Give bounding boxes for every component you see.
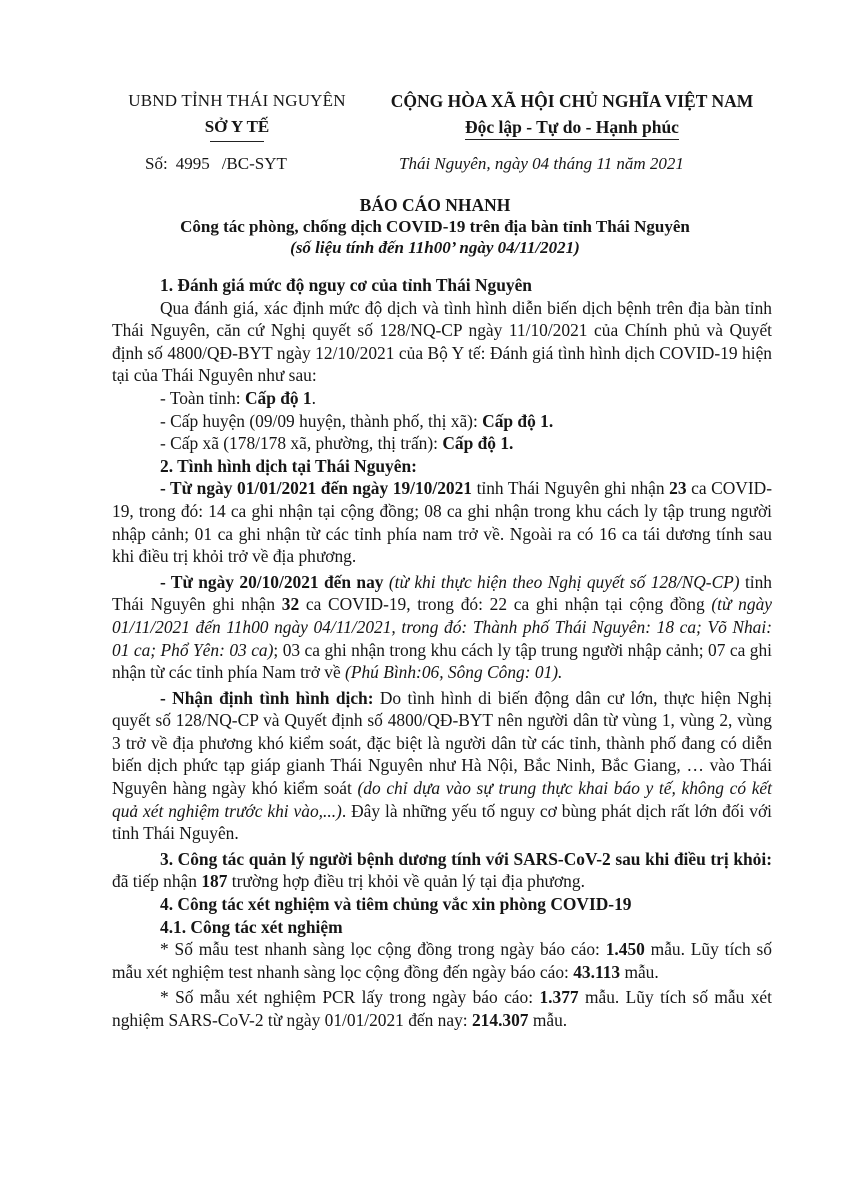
report-title: [112, 195, 758, 258]
section-1-bullet-district: - Cấp huyện (09/09 huyện, thành phố, thị xã): Cấp độ 1.: [160, 410, 554, 431]
doc-no-suffix: /BC-SYT: [221, 154, 287, 173]
section-2-paragraph-2: - Từ ngày 20/10/2021 đến nay (từ khi thực hiện theo Nghị quyết số 128/NQ-CP) tỉnh Thái Nguyên ghi nhận 32 ca COVID-19, trong đó: 22 ca ghi nhận tại cộng đồng (từ ngày 01/11/2021 đến 11h00 ngày 04/11/2021, trong đó: Thành phố Thái Nguyên: 18 ca; Võ Nhai: 01 ca; Phổ Yên: 03 ca); 03 ca ghi nhận trong khu cách ly tập trung người nhập cảnh; 07 ca ghi nhận từ các tỉnh phía Nam trở về (Phú Bình:06, Sông Công: 01).: [112, 571, 773, 683]
section-4-1-rapid-test: * Số mẫu test nhanh sàng lọc cộng đồng trong ngày báo cáo: 1.450 mẫu. Lũy tích số mẫu xét nghiệm test nhanh sàng lọc cộng đồng đến ngày báo cáo: 43.113 mẫu.: [112, 939, 772, 982]
title-line-1: BÁO CÁO NHANH: [359, 195, 511, 215]
title-line-2: Công tác phòng, chống dịch COVID-19 trên địa bàn tỉnh Thái Nguyên: [180, 217, 690, 236]
place-date: Thái Nguyên, ngày 04 tháng 11 năm 2021: [399, 154, 684, 173]
section-4-1-pcr-test: * Số mẫu xét nghiệm PCR lấy trong ngày báo cáo: 1.377 mẫu. Lũy tích số mẫu xét nghiệm SARS-CoV-2 từ ngày 01/01/2021 đến nay: 214.307 mẫu.: [112, 987, 772, 1030]
section-4-heading: 4. Công tác xét nghiệm và tiêm chủng vắc xin phòng COVID-19: [160, 894, 632, 915]
section-2-heading: 2. Tình hình dịch tại Thái Nguyên:: [160, 455, 417, 476]
nation-name: CỘNG HÒA XÃ HỘI CHỦ NGHĨA VIỆT NAM: [390, 91, 754, 111]
issuer-org: UBND TỈNH THÁI NGUYÊN: [128, 91, 346, 110]
issuer-block: [112, 88, 362, 142]
title-line-3: (số liệu tính đến 11h00’ ngày 04/11/2021): [290, 238, 580, 257]
doc-no-value: 4995: [175, 154, 210, 173]
section-1-paragraph: Qua đánh giá, xác định mức độ dịch và tình hình diễn biến dịch bệnh trên địa bàn tỉnh Thái Nguyên, căn cứ Nghị quyết số 128/NQ-CP ngày 11/10/2021 của Chính phủ và Quyết định số 4800/QĐ-BYT ngày 12/10/2021 của Bộ Y tế: Đánh giá tình hình dịch COVID-19 hiện tại của Thái Nguyên như sau:: [112, 297, 772, 386]
section-2-paragraph-1: - Từ ngày 01/01/2021 đến ngày 19/10/2021 tỉnh Thái Nguyên ghi nhận 23 ca COVID-19, trong đó: 14 ca ghi nhận tại cộng đồng; 08 ca ghi nhận trong khu cách ly tập trung người nhập cảnh; 01 ca ghi nhận từ các tỉnh phía nam trở về. Ngoài ra có 16 ca tái dương tính sau khi điều trị khỏi trở về địa phương.: [112, 478, 772, 567]
section-4-1-heading: 4.1. Công tác xét nghiệm: [160, 916, 343, 937]
national-motto: Độc lập - Tự do - Hạnh phúc: [465, 116, 679, 140]
section-1-bullet-commune: - Cấp xã (178/178 xã, phường, thị trấn): Cấp độ 1.: [160, 433, 514, 454]
report-body: [112, 274, 772, 1032]
section-2-paragraph-3: - Nhận định tình hình dịch: Do tình hình di biến động dân cư lớn, thực hiện Nghị quyết số 128/NQ-CP và Quyết định số 4800/QĐ-BYT nên người dân từ vùng 1, vùng 2, vùng 3 trở về địa phương khó kiểm soát, đặc biệt là người dân từ các tỉnh, thành phố đang có diễn biến dịch phức tạp giáp gianh Thái Nguyên như Hà Nội, Bắc Ninh, Bắc Giang, … vào Thái Nguyên hàng ngày khó kiểm soát (do chỉ dựa vào sự trung thực khai báo y tế, không có kết quả xét nghiệm trước khi vào,...). Đây là những yếu tố nguy cơ bùng phát dịch rất lớn đối với tỉnh Thái Nguyên.: [112, 687, 772, 844]
section-3-paragraph: 3. Công tác quản lý người bệnh dương tính với SARS-CoV-2 sau khi điều trị khỏi: đã tiếp nhận 187 trường hợp điều trị khỏi về quản lý tại địa phương.: [112, 848, 772, 892]
doc-no-label: Số:: [145, 154, 168, 173]
issuer-dept: SỞ Y TẾ: [204, 117, 270, 136]
section-1-bullet-province: - Toàn tỉnh: Cấp độ 1.: [160, 387, 316, 408]
section-1-heading: 1. Đánh giá mức độ nguy cơ của tỉnh Thái Nguyên: [160, 275, 532, 295]
issuer-underline: [210, 141, 264, 142]
national-header: [372, 88, 772, 140]
document-number: [145, 152, 287, 176]
